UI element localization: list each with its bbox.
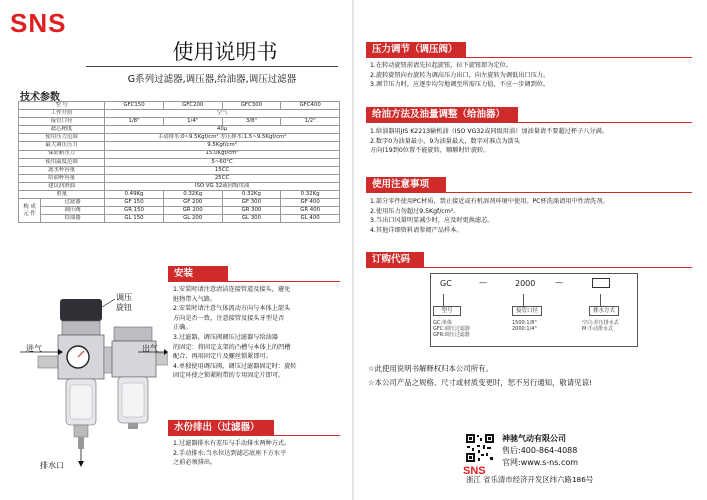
spec-label: 使用温度范围: [19, 158, 105, 166]
drain-line: 1.过滤器排水有差压与手动排水两种方式。: [173, 440, 291, 447]
tech-spec-heading: 技术参数: [20, 92, 60, 103]
pressure-line: 1.在转动旋钮前请先拉起旋钮，拉下旋钮即为定位。: [370, 62, 513, 69]
spec-row: [19, 102, 340, 110]
notes-line: 1.部分零件使用PC材质，禁止接近或有机溶剂环境中使用。PC杯洗涤请用中性清洗剂。: [370, 198, 609, 205]
component-model: GF 400: [281, 199, 340, 207]
order-divider: [366, 267, 692, 268]
footnote: ☆此使用说明书解释权归本公司所有。: [368, 364, 493, 373]
install-line: 4.单独使用调压阀、调压过滤器固定时：旋转: [173, 362, 297, 370]
oil-divider: [366, 122, 692, 123]
order-note-port: 1500:1/8" 2000:1/4": [512, 320, 537, 332]
pressure-heading: 压力调节（调压阀）: [366, 42, 466, 57]
spec-value: 1/8": [105, 118, 164, 126]
spec-table: [18, 101, 340, 223]
order-note-model: GC:单体 GFC:调压过滤器 GFR:调压过滤器: [433, 320, 470, 338]
spec-weight: 0.49Kg: [105, 191, 164, 199]
install-heading: 安装: [168, 266, 228, 281]
title-divider: [86, 66, 338, 67]
address: 浙江 省乐清市经济开发区纬六路186号: [466, 475, 594, 484]
spec-value: 40μ: [105, 126, 340, 134]
install-line: 3.过滤器、调压阀调压过滤器与给油器: [173, 333, 278, 341]
footer-logo: SNS: [463, 465, 486, 477]
spec-weight: 0.32Kg: [281, 191, 340, 199]
component-model: GR 200: [163, 207, 222, 215]
install-line: 配合，再用固定片及螺丝锁紧即可。: [173, 353, 272, 361]
spec-value: 手动排水:0~9.5Kgf/cm² 差压排水:1.5~9.5Kgf/cm²: [105, 134, 340, 142]
notes-divider: [366, 192, 692, 193]
oil-text: [370, 127, 694, 156]
spec-model: GFC300: [222, 102, 281, 110]
spec-label: 给油杯容量: [19, 174, 105, 182]
inlet-label: 进气: [26, 344, 42, 353]
component-name: 给油器: [41, 215, 105, 223]
spec-model: GFC150: [105, 102, 164, 110]
component-model: GR 400: [281, 207, 340, 215]
order-heading: 订购代码: [366, 252, 424, 267]
drain-text: [173, 439, 341, 468]
outlet-label: 出气: [142, 344, 158, 353]
drain-line: 之前必须排出。: [173, 459, 217, 467]
component-model: GL 300: [222, 215, 281, 223]
install-text: [173, 285, 341, 381]
page-subtitle: G系列过滤器,调压器,给油器,调压过滤器: [127, 74, 297, 85]
connector-line: [523, 294, 524, 306]
order-box-drain: 排水方式: [589, 306, 619, 316]
knob-label: 调压 旋钮: [116, 293, 132, 312]
spec-label: 工作介质: [19, 110, 105, 118]
spec-row: [19, 126, 340, 134]
oil-heading: 给油方法及油量调整（给油器）: [366, 107, 518, 122]
notes-line: 4.其他详细资料请参阅产品样本。: [370, 226, 463, 234]
spec-row: [19, 142, 340, 150]
spec-row: [19, 174, 340, 182]
spec-row: [19, 191, 340, 199]
spec-value: 3/8": [222, 118, 281, 126]
spec-label: 型 号: [19, 102, 105, 110]
component-name: 调压阀: [41, 207, 105, 215]
spec-row: [19, 207, 340, 215]
spec-row: [19, 158, 340, 166]
drain-option-box: [592, 278, 610, 288]
footnotes: [368, 362, 694, 390]
footnote: ☆本公司产品之规格、尺寸或材质变更时，恕不另行通知，敬请见谅!: [368, 378, 592, 387]
spec-value: 9.5Kgf/cm²: [105, 142, 340, 150]
spec-label: 建议润滑油: [19, 182, 105, 190]
component-model: GF 200: [163, 199, 222, 207]
notes-line: 2.使用压力勿超过9.5Kgf/cm²。: [370, 207, 460, 215]
hotline: 售后:400-864-4088: [502, 446, 578, 455]
connector-line: [600, 294, 601, 306]
install-line: 方向是否一致，注意接管及接头牙型是否: [173, 314, 285, 322]
install-line: 1.安装时请注意清洁连接管道及接头，避免: [173, 286, 291, 293]
drain-port-label: 排水口: [40, 461, 64, 470]
website: 官网:www.s-ns.com: [502, 458, 579, 467]
notes-line: 3.当出口风量明显减少时，应及时更换滤芯。: [370, 217, 494, 225]
page-title: 使用说明书: [172, 40, 278, 64]
component-model: GL 150: [105, 215, 164, 223]
spec-label: 滤水杯容量: [19, 166, 105, 174]
spec-value: 25CC: [105, 174, 340, 182]
spec-row: [19, 134, 340, 142]
oil-line: 1.给油器用JIS K2213输机油（ISO VG32或同级用油）加油量请不要超过杯子八分满。: [370, 128, 608, 135]
spec-row: [19, 150, 340, 158]
install-divider: [168, 281, 340, 282]
component-model: GR 150: [105, 207, 164, 215]
order-dash-1: —: [479, 278, 487, 287]
install-line: 正确。: [173, 324, 192, 332]
component-model: GL 400: [281, 215, 340, 223]
spec-label: 最大调压压力: [19, 142, 105, 150]
order-box-port: 接管口径: [512, 306, 542, 316]
order-prefix: GC: [440, 279, 452, 288]
oil-line: 2.数字0为油量最小，9为油量最大，数字对准点为箭头: [370, 137, 520, 145]
spec-model: GFC200: [163, 102, 222, 110]
spec-value: ISO VG 32或同级用油: [105, 182, 340, 190]
spec-model: GFC400: [281, 102, 340, 110]
spec-label: 滤芯精度: [19, 126, 105, 134]
spec-row: [19, 215, 340, 223]
install-line: 脏物带入气路。: [173, 295, 217, 303]
spec-row: [19, 182, 340, 190]
spec-value: 1/4": [163, 118, 222, 126]
qr-code: [465, 433, 495, 463]
component-label: 构 成 元 件: [19, 199, 41, 223]
spec-row: [19, 166, 340, 174]
spec-label: 接管口径: [19, 118, 105, 126]
notes-text: [370, 197, 694, 235]
spec-value: 15CC: [105, 166, 340, 174]
outlet-pipe: [156, 353, 168, 365]
spec-row: [19, 199, 340, 207]
oil-line: 方向(19到0位置不能旋转，顺顺时针旋转。: [370, 147, 490, 155]
drain-divider: [168, 435, 340, 436]
component-name: 过滤器: [41, 199, 105, 207]
order-note-drain: 空白:差压排水式 M:手动排水式: [582, 320, 619, 332]
order-dash-2: —: [555, 278, 563, 287]
spec-label: 使用压力范围: [19, 134, 105, 142]
page-fold: [352, 0, 354, 500]
sns-logo: SNS: [10, 8, 67, 38]
spec-weight: 0.32Kg: [222, 191, 281, 199]
spec-value: 1/2": [281, 118, 340, 126]
component-model: GF 300: [222, 199, 281, 207]
spec-label: 保证耐压力: [19, 150, 105, 158]
pressure-line: 3.调节压力时，应逐步均匀地调至所需压力值，不应一步调到位。: [370, 81, 550, 89]
order-size: 2000: [515, 279, 536, 288]
regulator-knob: [60, 299, 102, 321]
spec-row: [19, 110, 340, 118]
spec-row: [19, 118, 340, 126]
pressure-line: 2.旋转旋钮向右旋转为调高压力出口，向左旋转为调低出口压力。: [370, 71, 550, 79]
install-line: 2.安装时请注意气体流动方向与本体上箭头: [173, 305, 291, 313]
spec-value: 5~60°C: [105, 158, 340, 166]
pressure-text: [370, 61, 694, 90]
component-model: GF 150: [105, 199, 164, 207]
component-model: GR 300: [222, 207, 281, 215]
install-line: 固定环使之锁紧附带的专用固定片即可。: [173, 372, 285, 380]
spec-value: 空气: [105, 110, 340, 118]
spec-label: 重量: [19, 191, 105, 199]
component-model: GL 200: [163, 215, 222, 223]
drain-line: 2.手动排水:当水位达到滤芯底座下方水平: [173, 449, 287, 457]
drain-heading: 水份排出（过滤器）: [168, 420, 274, 435]
spec-value: 15.0Kgf/cm²: [105, 150, 340, 158]
company-name: 神驰气动有限公司: [502, 434, 566, 443]
order-box-model: 型号: [433, 306, 461, 316]
spec-weight: 0.32Kg: [163, 191, 222, 199]
connector-line: [443, 294, 444, 306]
install-line: 的固定：将固定支架的凸槽与本体上的凹槽: [173, 343, 291, 351]
pressure-divider: [366, 57, 692, 58]
notes-heading: 使用注意事项: [366, 177, 446, 192]
